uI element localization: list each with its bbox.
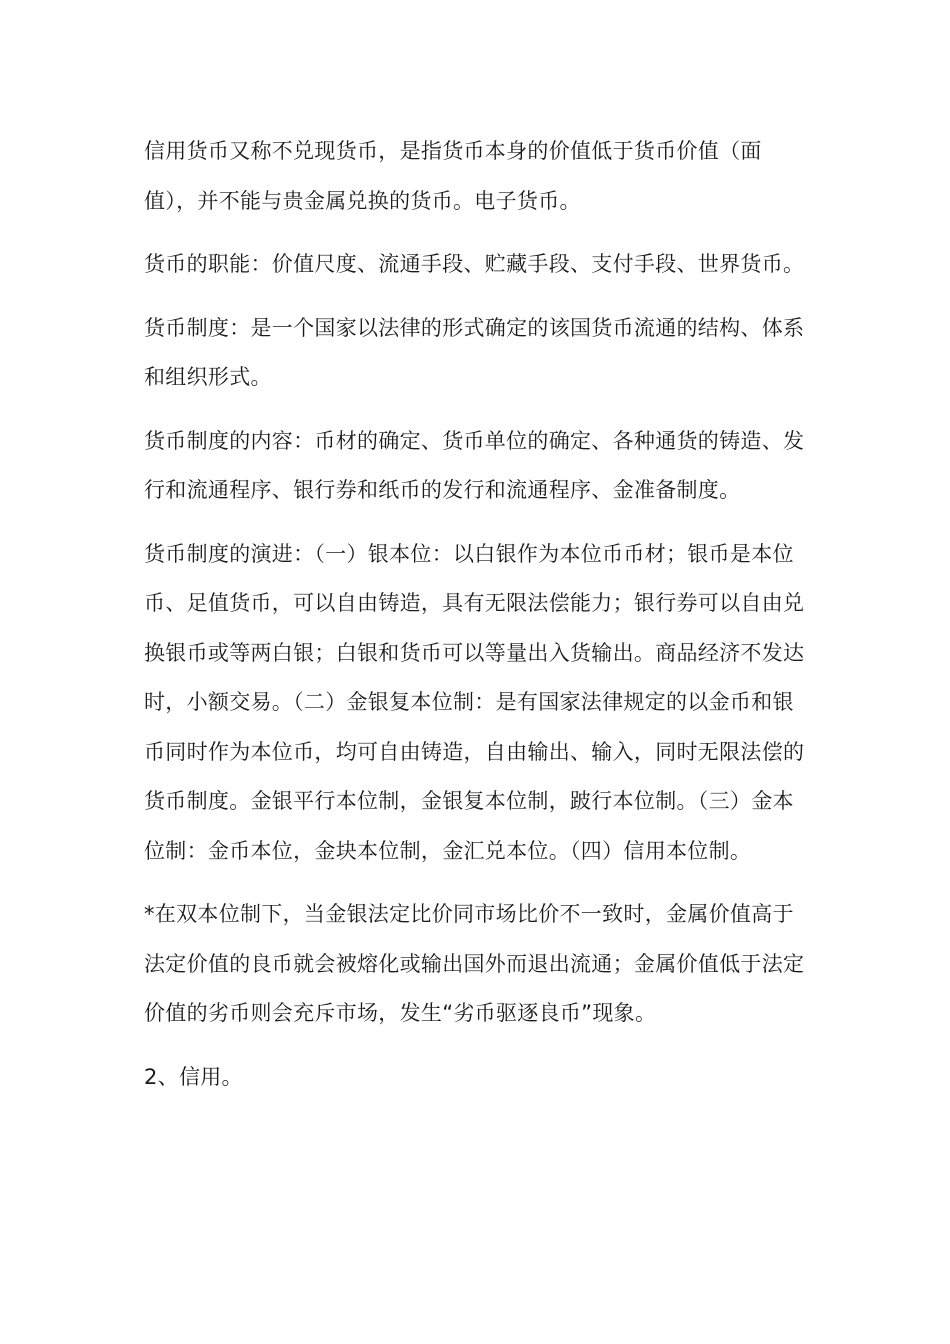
document-body [144,127,814,1116]
paragraph-monetary-system-evolution: 货币制度的演进：（一）银本位：以白银作为本位币币材；银币是本位币、足值货币，可以自由铸造，具有无限法偿能力；银行券可以自由兑换银币或等两白银；白银和货币可以等量出入货输出。商品经济不发达时，小额交易。（二）金银复本位制：是有国家法律规定的以金币和银币同时作为本位币，均可自由铸造，自由输出、输入，同时无限法偿的货币制度。金银平行本位制，金银复本位制，跛行本位制。（三）金本位制：金币本位，金块本位制，金汇兑本位。（四）信用本位制。 [144,541,805,863]
paragraph-monetary-system: 货币制度：是一个国家以法律的形式确定的该国货币流通的结构、体系和组织形式。 [144,315,805,389]
paragraph-monetary-system-content: 货币制度的内容：币材的确定、货币单位的确定、各种通货的铸造、发行和流通程序、银行券和纸币的发行和流通程序、金准备制度。 [144,428,805,502]
paragraph-money-functions: 货币的职能：价值尺度、流通手段、贮藏手段、支付手段、世界货币。 [144,252,805,276]
paragraph-greshams-law: *在双本位制下，当金银法定比价同市场比价不一致时，金属价值高于法定价值的良币就会被熔化或输出国外而退出流通；金属价值低于法定价值的劣币则会充斥市场，发生“劣币驱逐良币”现象。 [144,902,805,1025]
section-heading-credit: 2、信用。 [144,1064,243,1089]
paragraph-credit-money: 信用货币又称不兑现货币，是指货币本身的价值低于货币价值（面值），并不能与贵金属兑换的货币。电子货币。 [144,139,762,213]
